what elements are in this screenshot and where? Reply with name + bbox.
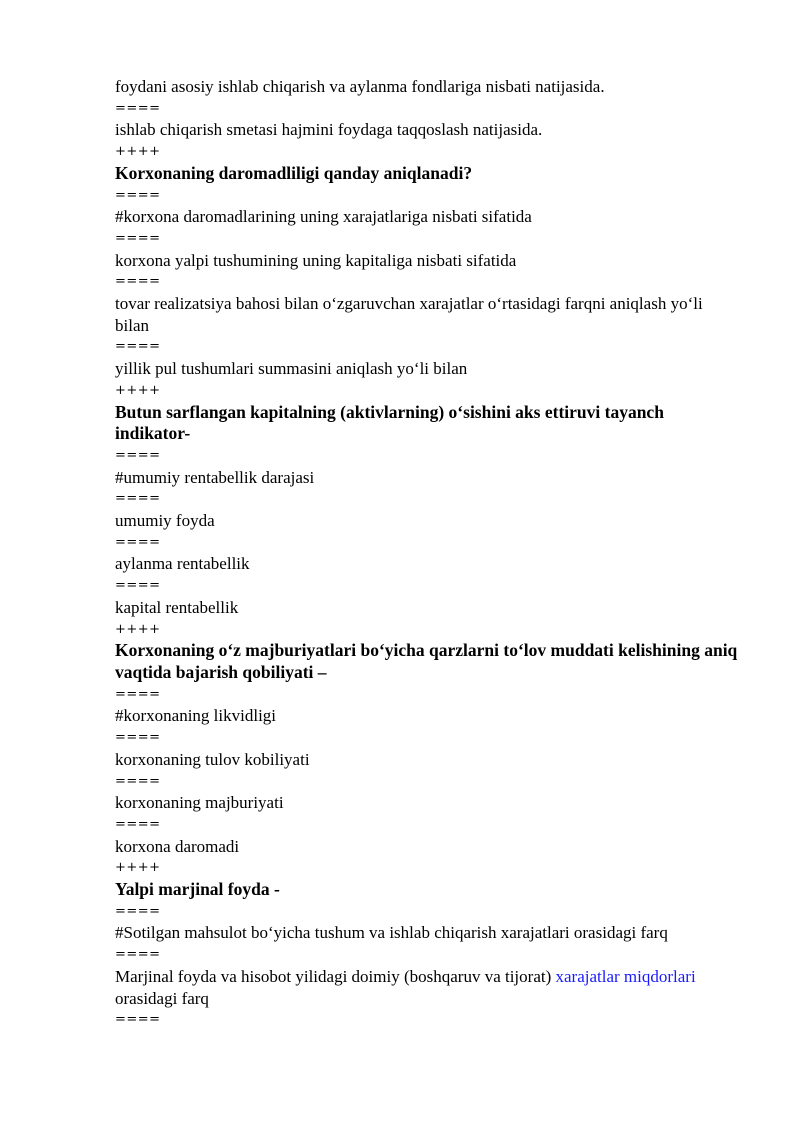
- answer-option: orasidagi farq: [115, 988, 209, 1008]
- answer-option: foydani asosiy ishlab chiqarish va aylanma fondlariga nisbati natijasida.: [115, 77, 605, 96]
- separator-line: ====: [115, 1012, 161, 1028]
- answer-option: korxona daromadi: [115, 836, 240, 856]
- question-text: Butun sarflangan kapitalning (aktivlarning) o‘sishini aks ettiruvi tayanch indikator-: [115, 401, 664, 444]
- question-text: Korxonaning daromadliligi qanday aniqlanadi?: [115, 162, 473, 183]
- answer-option: #Sotilgan mahsulot bo‘yicha tushum va ishlab chiqarish xarajatlari orasidagi farq: [115, 923, 668, 943]
- answer-option: tovar realizatsiya bahosi bilan o‘zgaruvchan xarajatlar o‘rtasidagi farqni aniqlash yo‘li bilan: [115, 294, 703, 335]
- answer-option: kapital rentabellik: [115, 597, 239, 617]
- question-text: Korxonaning o‘z majburiyatlari bo‘yicha qarzlarni to‘lov muddati kelishining aniq vaqtida bajarish qobiliyati –: [115, 640, 738, 682]
- separator-line: ====: [115, 816, 161, 832]
- separator-line: ====: [115, 491, 161, 507]
- answer-option: yillik pul tushumlari summasini aniqlash yo‘li bilan: [115, 359, 468, 379]
- answer-option: aylanma rentabellik: [115, 554, 250, 574]
- separator-line: ====: [115, 534, 161, 550]
- separator-line: ====: [115, 230, 161, 246]
- answer-option: korxonaning majburiyati: [115, 793, 284, 813]
- document-page: [115, 76, 740, 1031]
- separator-line: ====: [115, 187, 161, 203]
- separator-line: ====: [115, 773, 161, 789]
- separator-line: ====: [115, 100, 161, 116]
- separator-line: ====: [115, 947, 161, 963]
- separator-line: ====: [115, 339, 161, 355]
- separator-line: ====: [115, 903, 161, 919]
- separator-line: ++++: [115, 621, 161, 637]
- separator-line: ====: [115, 274, 161, 290]
- answer-option: #korxonaning likvidligi: [115, 706, 277, 726]
- separator-line: ====: [115, 686, 161, 702]
- answer-option: ishlab chiqarish smetasi hajmini foydaga taqqoslash natijasida.: [115, 120, 543, 140]
- separator-line: ++++: [115, 144, 161, 160]
- answer-option: #umumiy rentabellik darajasi: [115, 467, 315, 487]
- answer-text: Marjinal foyda va hisobot yilidagi doimiy (boshqaruv va tijorat): [115, 966, 556, 986]
- answer-option: umumiy foyda: [115, 511, 215, 531]
- separator-line: ====: [115, 730, 161, 746]
- separator-line: ++++: [115, 860, 161, 876]
- answer-option: #korxona daromadlarining uning xarajatlariga nisbati sifatida: [115, 207, 532, 227]
- question-text: Yalpi marjinal foyda -: [115, 879, 280, 900]
- separator-line: ====: [115, 447, 161, 463]
- answer-option: korxonaning tulov kobiliyati: [115, 749, 310, 769]
- answer-option: [115, 966, 740, 988]
- separator-line: ++++: [115, 382, 161, 398]
- separator-line: ====: [115, 578, 161, 594]
- answer-option: korxona yalpi tushumining uning kapitaliga nisbati sifatida: [115, 250, 517, 270]
- hyperlink-text[interactable]: xarajatlar miqdorlari: [555, 966, 696, 986]
